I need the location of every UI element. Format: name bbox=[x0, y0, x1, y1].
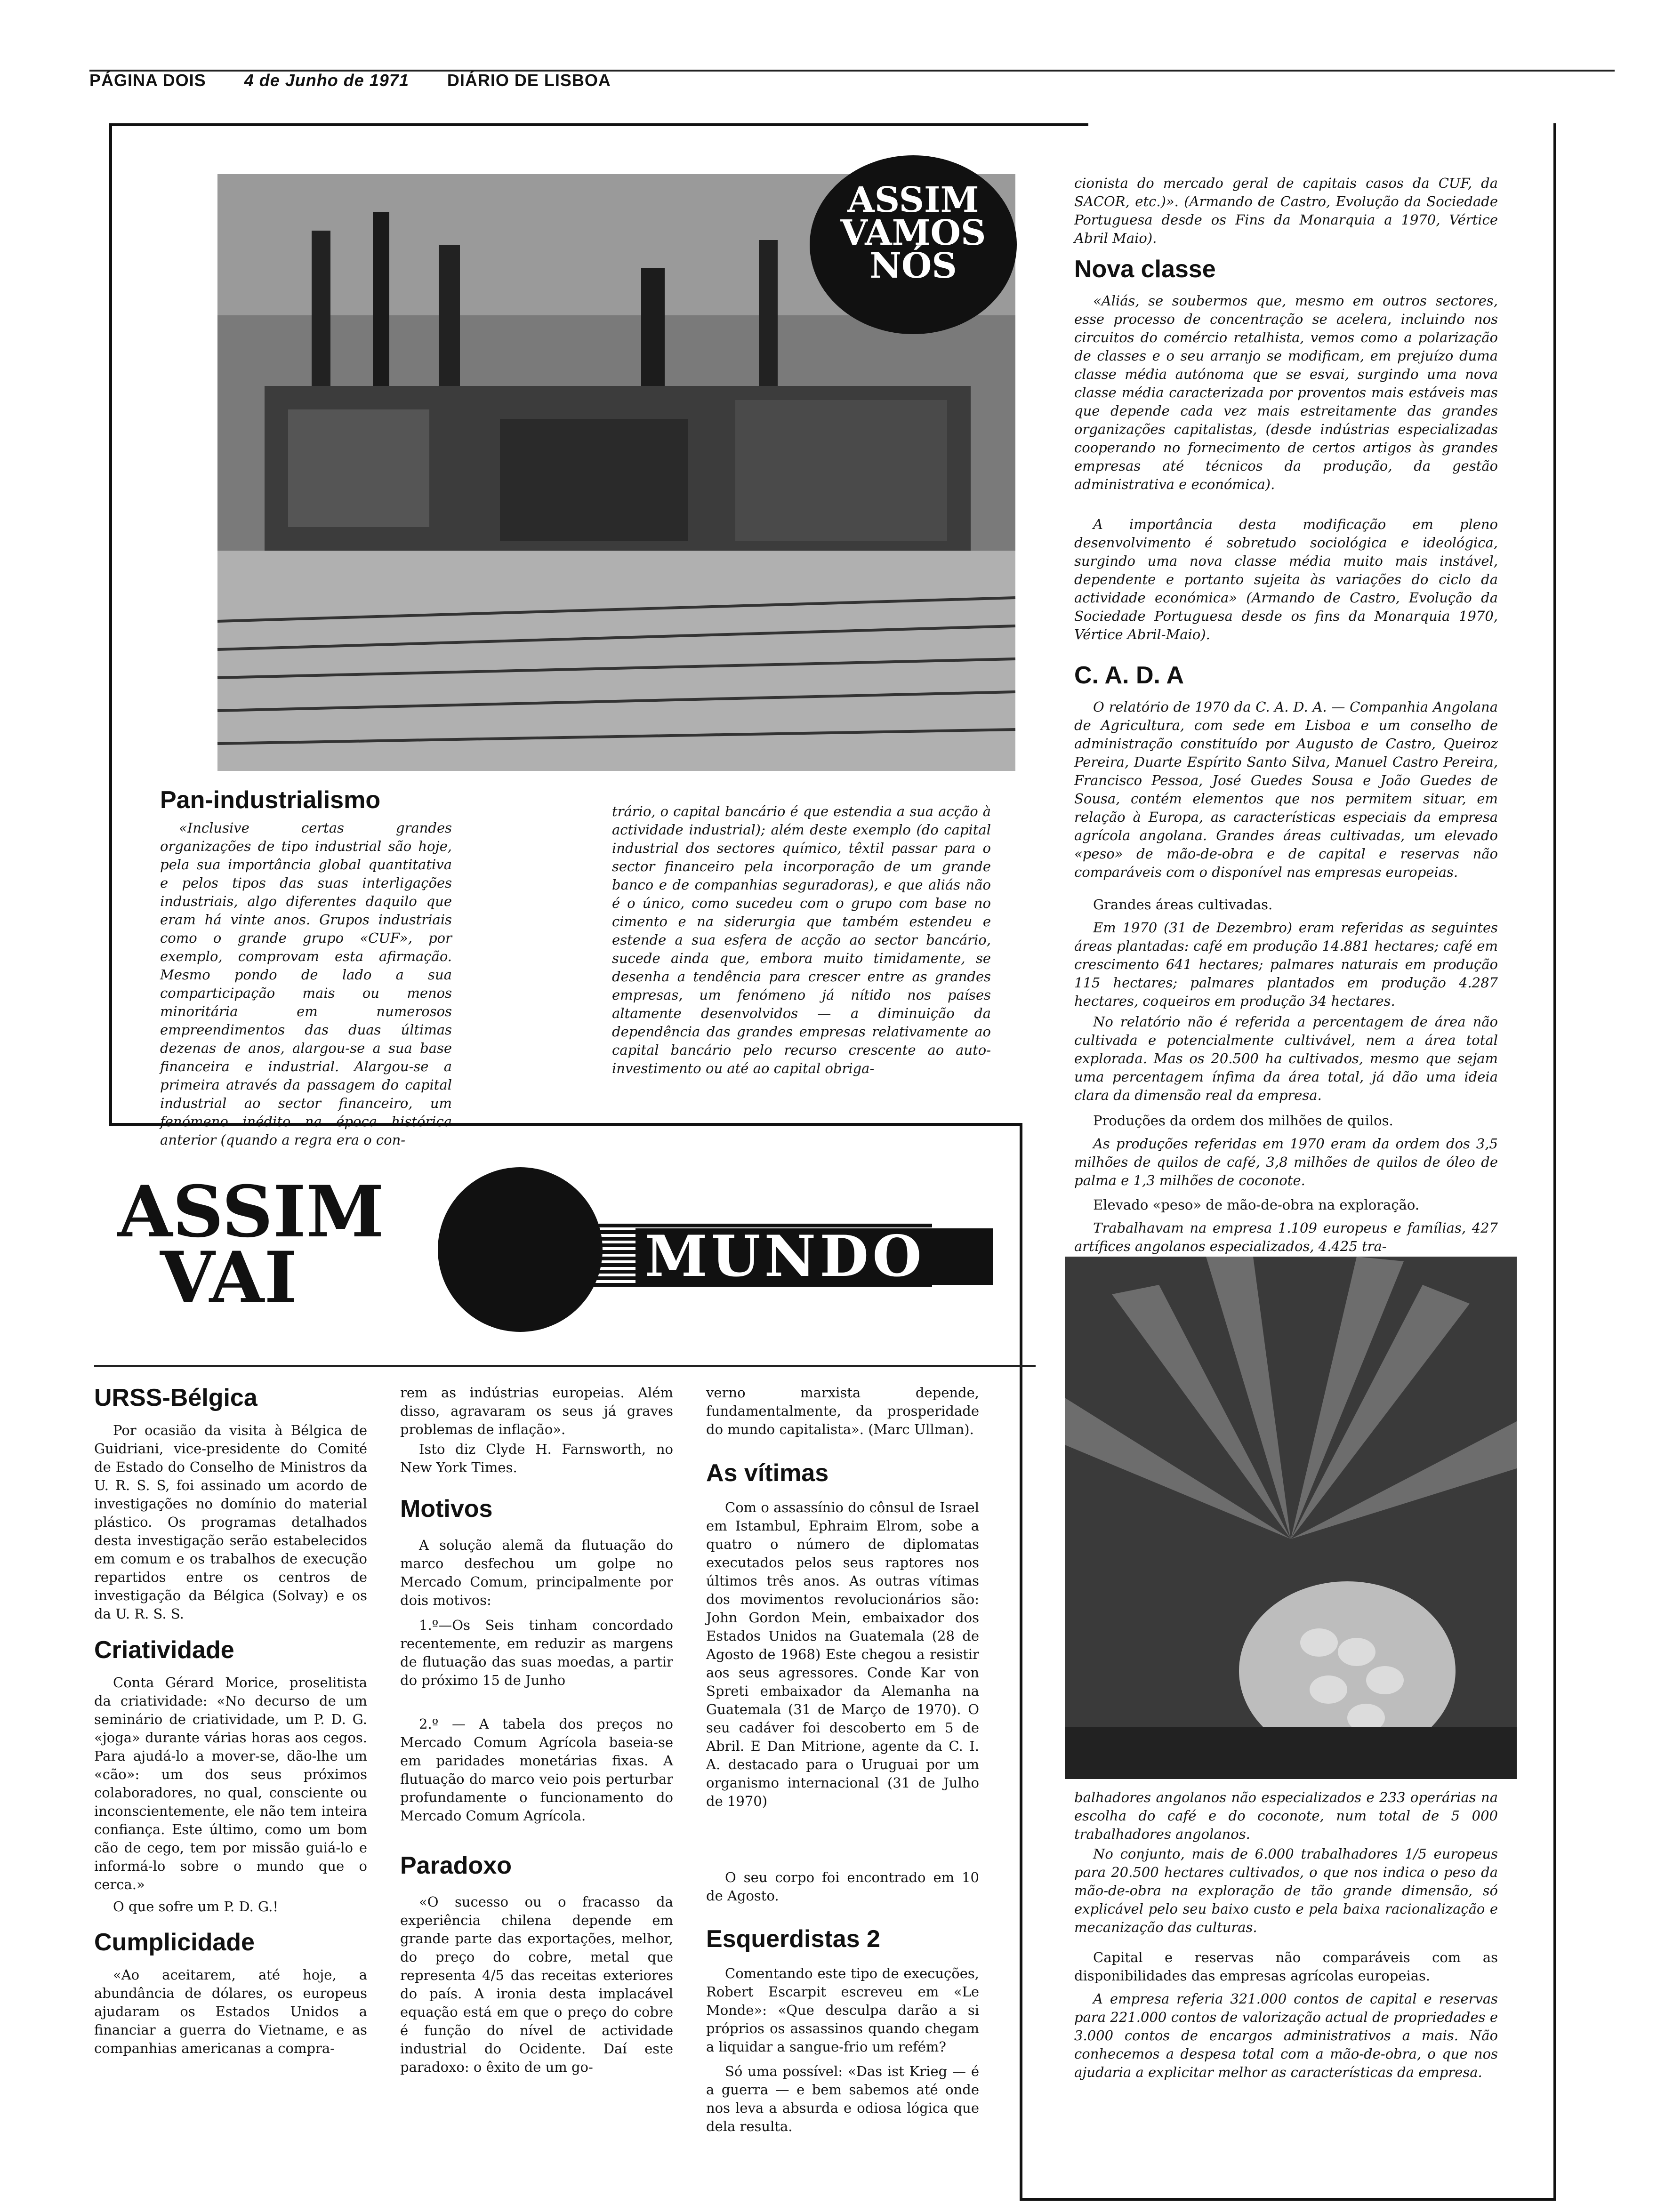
criatividade-coda bbox=[94, 1898, 367, 1916]
motivos-1-text: 1.º—Os Seis tinham concordado recentemente, em reduzir as margens de flutuação das suas moedas, a partir do próximo 15 de Junho bbox=[400, 1617, 673, 1688]
cada-subhead-4: Capital e reservas não comparáveis com as disponibilidades das empresas agrícolas europeias. bbox=[1074, 1949, 1498, 1984]
nova-classe-p1 bbox=[1074, 292, 1498, 515]
assim-vamos-nos-badge bbox=[810, 155, 1017, 334]
pan-industrialismo-title: Pan-industrialismo bbox=[160, 786, 381, 814]
as-vitimas-coda bbox=[706, 1868, 979, 1906]
badge-line-2: VAMOS bbox=[840, 213, 986, 253]
cada-p4 bbox=[1074, 1135, 1498, 1191]
pan-text-1: «Inclusive certas grandes organizações de tipo industrial são hoje, pela sua importância global quantitativa e pelos tipos das suas interligações industriais, algo diferentes daquilo que eram há vinte anos. Grupos industriais como o grande grupo «CUF», por exemplo, comprovam esta afirmação. Mesmo pondo de lado a sua comparticipação mais ou menos minoritária em numerosos empreendimentos das duas últimas dezenas de anos, alargou-se a sua base financeira e industrial. Alargou-se a primeira através da passagem do capital industrial ao sector financeiro, um fenómeno inédito na época histórica anterior (quando a regra era o con- bbox=[160, 820, 452, 1148]
col2-cont bbox=[400, 1384, 673, 1440]
badge-line-3: NÓS bbox=[869, 246, 957, 286]
badge-line-1: ASSIM bbox=[847, 180, 979, 220]
esquerdistas-text-1 bbox=[706, 1964, 979, 2059]
banner-word-mundo: MUNDO bbox=[635, 1228, 993, 1285]
motivos-intro-text: A solução alemã da flutuação do marco desfechou um golpe no Mercado Comum, principalmente por dois motivos: bbox=[400, 1537, 673, 1608]
as-vitimas-text bbox=[706, 1499, 979, 1866]
cada-sub4 bbox=[1074, 1948, 1498, 1985]
section-rule bbox=[94, 1365, 1036, 1367]
cada-p8 bbox=[1074, 1990, 1498, 2103]
cada-p5 bbox=[1074, 1219, 1498, 1257]
as-vitimas-paragraph: Com o assassínio do cônsul de Israel em Istambul, Ephraim Elrom, sobe a quatro o número de diplomatas executados pelos seus raptores nos últimos três anos. As outras vítimas dos movimentos revolucionários são: John Gordon Mein, embaixador dos Estados Unidos na Guatemala (28 de Agosto de 1968) Este chegou a resistir aos seus agressores. Conde Kar von Spreti embaixador da Alemanha na Guatemala (31 de Março de 1970). O seu cadáver foi descoberto em 5 de Abril. E Dan Mitrione, agente da C. I. A. destacado para o Uruguai por um organismo internacional (31 de Julho de 1970) bbox=[706, 1499, 979, 1809]
banner-word-vai: VAI bbox=[160, 1236, 298, 1319]
esquerdistas-paragraph-1: Comentando este tipo de execuções, Robert Escarpit escreveu em «Le Monde»: «Que desculpa darão a si próprios os assassinos quando chegam a liquidar a sangue-frio um refém? bbox=[706, 1965, 979, 2055]
banner-word-assim: ASSIM bbox=[118, 1170, 384, 1253]
cada-p3 bbox=[1074, 1013, 1498, 1107]
paper-name: DIÁRIO DE LISBOA bbox=[447, 71, 611, 90]
cada-sub2 bbox=[1074, 1112, 1498, 1130]
cada-text-5: Trabalhavam na empresa 1.109 europeus e famílias, 427 artífices angolanos especializados, 4.425 tra- bbox=[1074, 1220, 1498, 1254]
frame-right bbox=[1553, 123, 1556, 2199]
cada-text-8: A empresa referia 321.000 contos de capital e reservas para 221.000 contos de valorização actual de propriedades e 3.000 contos de encargos administrativos a mais. Não conhecemos a despesa total com a mão-de-obra, o que nos ajudaria a explicitar melhor as características da empresa. bbox=[1074, 1991, 1498, 2080]
bottom-column-3 bbox=[706, 1384, 979, 2138]
cada-text-3: No relatório não é referida a percentagem de área não cultivada e potencialmente cultivável, nem a área total explorada. Mas os 20.500 ha cultivados, mesmo que sejam uma percentagem ínfima da área total, já dão uma ideia clara da dimensão real da empresa. bbox=[1074, 1014, 1498, 1103]
criatividade-text bbox=[94, 1674, 367, 1895]
col2-source-text: Isto diz Clyde H. Farnsworth, no New York Times. bbox=[400, 1441, 673, 1475]
right-column-bottom bbox=[1074, 1788, 1498, 2103]
col3-cont-text: verno marxista depende, fundamentalmente, da prosperidade do mundo capitalista». (Marc Ullman). bbox=[706, 1385, 979, 1437]
motivos-title: Motivos bbox=[400, 1495, 493, 1523]
frame-bottom-right bbox=[1020, 2198, 1556, 2201]
criatividade-title: Criatividade bbox=[94, 1636, 234, 1664]
nova-classe-text-2: A importância desta modificação em pleno desenvolvimento é sobretudo sociológica e ideológica, surgindo uma nova classe média muito mais instável, dependente e portanto sujeita às variações do ciclo da actividade económica» (Armando de Castro, Evolução da Sociedade Portuguesa desde os fins da Monarquia 1970, Vértice Abril-Maio). bbox=[1074, 516, 1498, 642]
criatividade-coda-text: O que sofre um P. D. G.! bbox=[113, 1899, 279, 1915]
assim-vai-o-mundo-banner bbox=[118, 1170, 965, 1332]
banner-circle bbox=[438, 1167, 603, 1332]
esquerdistas-title: Esquerdistas 2 bbox=[706, 1925, 880, 1953]
cada-text-6: balhadores angolanos não especializados e 233 operárias na escolha do café e do coconote, num total de 5 000 trabalhadores angolanos. bbox=[1074, 1789, 1498, 1842]
cumplicidade-text bbox=[94, 1966, 367, 2079]
page-label: PÁGINA DOIS bbox=[89, 71, 206, 90]
col2-source bbox=[400, 1440, 673, 1478]
urss-belgica-title: URSS-Bélgica bbox=[94, 1384, 257, 1411]
cada-sub3 bbox=[1074, 1196, 1498, 1214]
paradoxo-title: Paradoxo bbox=[400, 1852, 512, 1879]
cumplicidade-title: Cumplicidade bbox=[94, 1929, 255, 1956]
nova-classe-title: Nova classe bbox=[1074, 256, 1216, 283]
esquerdistas-paragraph-2: Só uma possível: «Das ist Krieg — é a guerra — e bem sabemos até onde nos leva a absurda e odiosa lógica que dela resulta. bbox=[706, 2063, 979, 2134]
nova-classe-p2 bbox=[1074, 515, 1498, 647]
bottom-column-2 bbox=[400, 1384, 673, 2081]
right-column-top bbox=[1074, 174, 1498, 1257]
cada-sub1 bbox=[1074, 896, 1498, 914]
frame-left bbox=[109, 123, 112, 1126]
motivos-2-text: 2.º — A tabela dos preços no Mercado Comum Agrícola baseia-se em paridades monetárias fixas. A flutuação do marco veio pois perturbar profundamente o funcionamento do Mercado Comum Agrícola. bbox=[400, 1716, 673, 1824]
nova-classe-text-1: «Aliás, se soubermos que, mesmo em outros sectores, esse processo de concentração se acelera, incluindo nos circuitos do comércio retalhista, vemos como a polarização de classes e o seu arranjo se modificam, em prejuízo duma classe média autónoma que se esvai, surgindo uma nova classe média caracterizada por proventos mais estáveis mas que depende cada vez mais estreitamente das grandes organizações capitalistas, (desde indústrias especializadas cooperando no fornecimento de certos artigos às grandes empresas até técnicos da produção, da gestão administrativa e económica). bbox=[1074, 293, 1498, 492]
cada-text-1: O relatório de 1970 da C. A. D. A. — Companhia Angolana de Agricultura, com sede em Lisboa e um conselho de administração constituído por Augusto de Castro, Queiroz Pereira, Duarte Espírito Santo Silva, Manuel Castro Pereira, Francisco Pessoa, José Guedes Sousa e João Guedes de Sousa, contém elementos que nos permitem situar, em relação à Europa, as características especiais da empresa agrícola angolana. Grandes áreas cultivadas, um elevado «peso» de mão-de-obra e de capital e reservas não comparáveis com o disponível nas empresas europeias. bbox=[1074, 699, 1498, 880]
motivos-intro bbox=[400, 1536, 673, 1611]
motivos-1 bbox=[400, 1616, 673, 1710]
cada-text-4: As produções referidas em 1970 eram da ordem dos 3,5 milhões de quilos de café, 3,8 milhões de quilos de óleo de palma e 1,3 milhões de coconote. bbox=[1074, 1136, 1498, 1188]
esquerdistas-text-2 bbox=[706, 2062, 979, 2138]
cada-subhead-3: Elevado «peso» de mão-de-obra na exploração. bbox=[1093, 1197, 1420, 1213]
pan-text-2: trário, o capital bancário é que estendia a sua acção à actividade industrial); além deste exemplo (do capital industrial dos sectores químico, têxtil passar para o sector financeiro pela incorporação de um grande banco e de companhias seguradoras), e que aliás não é o único, como sucedeu com o grupo com base no cimento e na siderurgia que também estendeu e estende a sua esfera de acção ao sector bancário, sucede ainda que, embora muito timidamente, se desenha a tendência para crescer entre as grandes empresas, um fenómeno já nítido nos países altamente desenvolvidos — a diminuição da dependência das grandes empresas relativamente ao capital bancário pelo recurso crescente ao auto-investimento ou até ao capital obriga- bbox=[612, 803, 991, 1076]
bottom-column-1 bbox=[94, 1384, 367, 2079]
masthead bbox=[89, 71, 644, 90]
as-vitimas-title: As vítimas bbox=[706, 1459, 829, 1487]
motivos-2 bbox=[400, 1715, 673, 1833]
criatividade-paragraph: Conta Gérard Morice, proselitista da criatividade: «No decurso de um seminário de criatividade, um P. D. G. «joga» durante várias horas aos cegos. Para ajudá-lo a mover-se, dão-lhe um «cão»: um dos seus próximos colaboradores, no qual, consciente ou inconscientemente, ele não tem inteira confiança. Este último, como um bom cão de cego, tem por missão guiá-lo e informá-lo sobre o mundo que o cerca.» bbox=[94, 1675, 367, 1892]
pan-column-2 bbox=[612, 802, 991, 1076]
right-intro bbox=[1074, 174, 1498, 245]
cada-p1 bbox=[1074, 698, 1498, 886]
col3-cont bbox=[706, 1384, 979, 1440]
cumplicidade-paragraph: «Ao aceitarem, até hoje, a abundância de dólares, os europeus ajudaram os Estados Unidos a financiar a guerra do Vietname, e as companhias americanas a compra- bbox=[94, 1967, 367, 2056]
right-intro-text: cionista do mercado geral de capitais casos da CUF, da SACOR, etc.)». (Armando de Castro, Evolução da Sociedade Portuguesa desde os Fins da Monarquia a 1970, Vértice Abril Maio). bbox=[1074, 175, 1498, 246]
cada-text-2: Em 1970 (31 de Dezembro) eram referidas as seguintes áreas plantadas: café em produção 14.881 hectares; café em crescimento 641 hectares; palmares naturais em produção 115 hectares; palmares plantados em produção 4.287 hectares, coqueiros em produção 34 hectares. bbox=[1074, 920, 1498, 1009]
cada-title: C. A. D. A bbox=[1074, 662, 1184, 689]
as-vitimas-coda-text: O seu corpo foi encontrado em 10 de Agosto. bbox=[706, 1869, 979, 1904]
plantation-photo bbox=[1065, 1257, 1517, 1779]
frame-top bbox=[109, 123, 1088, 126]
cada-p6 bbox=[1074, 1788, 1498, 1845]
cada-p2 bbox=[1074, 919, 1498, 1013]
cada-subhead-1: Grandes áreas cultivadas. bbox=[1093, 897, 1273, 913]
paradoxo-text bbox=[400, 1893, 673, 2081]
pan-column-1 bbox=[160, 819, 452, 1148]
cada-subhead-2: Produções da ordem dos milhões de quilos. bbox=[1093, 1113, 1393, 1129]
paradoxo-paragraph: «O sucesso ou o fracasso da experiência chilena depende em grande parte das exportações, melhor, do preço do cobre, metal que representa 4/5 das receitas exteriores do país. A ironia desta implacável equação está em que o preço do cobre é função do nível de actividade industrial do Ocidente. Daí este paradoxo: o êxito de um go- bbox=[400, 1894, 673, 2075]
urss-belgica-text bbox=[94, 1421, 367, 1624]
col2-cont-text: rem as indústrias europeias. Além disso, agravaram os seus já graves problemas de inflação». bbox=[400, 1385, 673, 1437]
frame-middle bbox=[1020, 1123, 1022, 2201]
cada-p7 bbox=[1074, 1845, 1498, 1939]
issue-date: 4 de Junho de 1971 bbox=[244, 71, 409, 90]
cada-text-7: No conjunto, mais de 6.000 trabalhadores 1/5 europeus para 20.500 hectares cultivados, o que nos indica o peso da mão-de-obra na exploração de tão grande dimensão, só explicável pelo seu baixo custo e pela baixa racionalização e mecanização das culturas. bbox=[1074, 1846, 1498, 1935]
urss-belgica-paragraph: Por ocasião da visita à Bélgica de Guidriani, vice-presidente do Comité de Estado do Conselho de Ministros da U. R. S. S, foi assinado um acordo de investigações no domínio do material plástico. Os programas detalhados desta investigação serão estabelecidos em comum e os trabalhos de execução repartidos entre os centros de investigação da Bélgica (Solvay) e os da U. R. S. S. bbox=[94, 1422, 367, 1622]
